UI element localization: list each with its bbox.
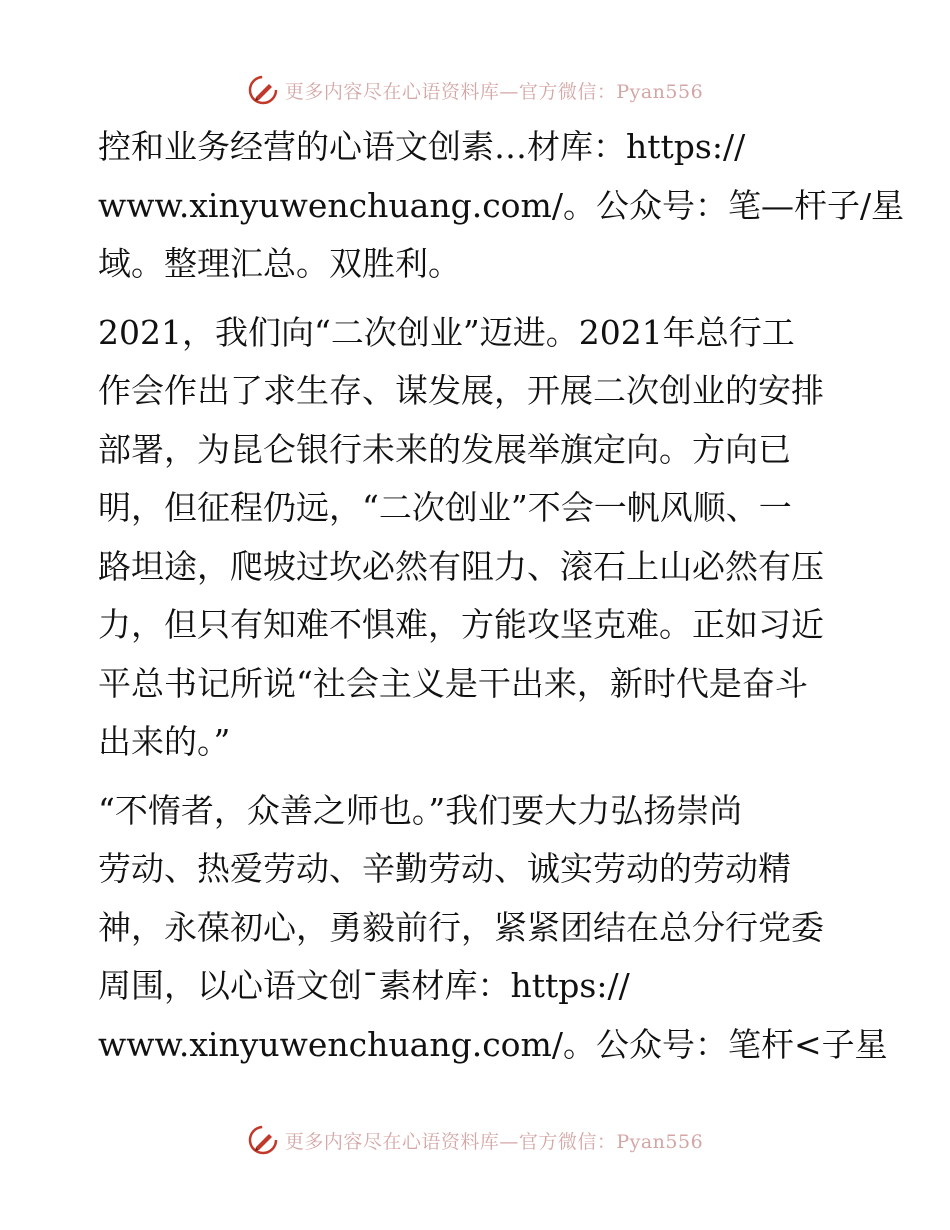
text-line: 明，但征程仍远，“二次创业”不会一帆风顺、一 — [98, 488, 792, 527]
text-line: 域。整理汇总。双胜利。 — [98, 244, 461, 283]
text-line: 2021，我们向“二次创业”迈进。2021年总行工 — [98, 312, 795, 352]
text-line: 劳动、热爱劳动、辛勤劳动、诚实劳动的劳动精 — [98, 849, 791, 888]
header-watermark — [0, 70, 950, 110]
text-line: 周围，以心语文创¯素材库：https:// — [98, 966, 630, 1005]
paragraph-2 — [98, 304, 858, 772]
footer-watermark — [0, 1120, 950, 1160]
document-body — [98, 118, 905, 1074]
text-line: www.xinyuwenchuang.com/。公众号：笔杆<子星 — [98, 1024, 888, 1064]
text-line: 控和业务经营的心语文创素…材库：https:// — [98, 127, 746, 166]
text-line: 力，但只有知难不惧难，方能攻坚克难。正如习近 — [98, 605, 824, 644]
text-line: 作会作出了求生存、谋发展，开展二次创业的安排 — [98, 371, 824, 410]
paragraph-1 — [98, 118, 905, 294]
text-line: 出来的。” — [98, 722, 231, 761]
pen-swirl-logo-icon — [247, 1124, 279, 1156]
text-line: “不惰者，众善之师也。”我们要大力弘扬崇尚 — [98, 790, 743, 830]
text-line: www.xinyuwenchuang.com/。公众号：笔—杆子/星 — [98, 185, 905, 225]
watermark-text: 更多内容尽在心语资料库—官方微信：Pyan556 — [284, 80, 704, 103]
paragraph-3 — [98, 782, 888, 1075]
paragraph-gap — [98, 772, 858, 782]
pen-swirl-logo-icon — [247, 74, 279, 106]
watermark-text: 更多内容尽在心语资料库—官方微信：Pyan556 — [284, 1130, 704, 1153]
text-line: 平总书记所说“社会主义是干出来，新时代是奋斗 — [98, 663, 808, 703]
text-line: 路坦途，爬坡过坎必然有阻力、滚石上山必然有压 — [98, 546, 824, 586]
text-line: 部署，为昆仑银行未来的发展举旗定向。方向已 — [98, 429, 791, 469]
text-line: 神，永葆初心，勇毅前行，紧紧团结在总分行党委 — [98, 907, 824, 947]
paragraph-gap — [98, 294, 858, 304]
